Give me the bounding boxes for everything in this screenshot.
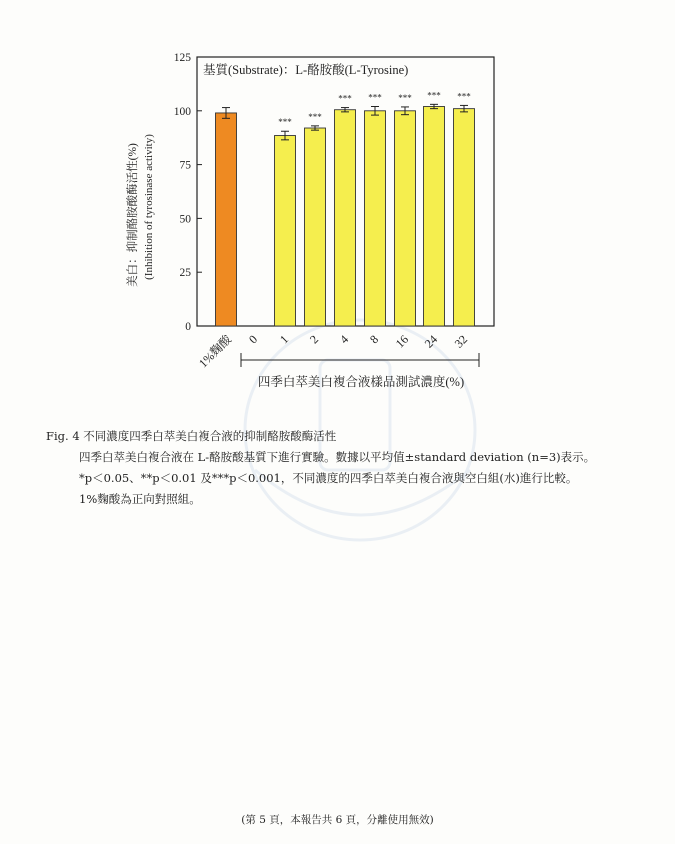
y-axis-title-zh: 美白：抑制酪胺酸酶活性(%) xyxy=(127,143,139,287)
y-axis-title-en: (Inhibition of tyrosinase activity) xyxy=(143,134,155,280)
page-footer: (第 5 頁，本報告共 6 頁，分離使用無效) xyxy=(241,814,434,826)
caption-line-2: *p＜0.05、**p＜0.01 及***p＜0.001，不同濃度的四季白萃美白複合液與空白組(水)進行比較。 xyxy=(79,471,578,485)
significance-label: *** xyxy=(338,93,352,104)
x-tick-label: 0 xyxy=(245,332,261,347)
x-tick-label: 32 xyxy=(451,332,471,351)
bar xyxy=(275,136,296,326)
bar xyxy=(395,111,416,326)
x-tick-label: 1%麴酸 xyxy=(195,332,235,371)
y-tick-label: 0 xyxy=(185,321,191,333)
significance-label: *** xyxy=(278,117,292,128)
y-tick-label: 100 xyxy=(173,105,191,118)
significance-label: *** xyxy=(308,111,322,122)
significance-label: *** xyxy=(457,91,471,102)
x-tick-label: 8 xyxy=(366,332,382,347)
significance-label: *** xyxy=(368,92,382,103)
x-axis-title: 四季白萃美白複合液樣品測試濃度(%) xyxy=(257,375,465,389)
bar xyxy=(454,109,475,326)
caption-title: Fig. 4 不同濃度四季白萃美白複合液的抑制酪胺酸酶活性 xyxy=(46,429,337,443)
x-tick-label: 1 xyxy=(276,332,292,347)
caption-line-1: 四季白萃美白複合液在 L-酪胺酸基質下進行實驗。數據以平均值±standard deviation (n=3)表示。 xyxy=(79,450,596,464)
bar xyxy=(424,106,445,326)
bar xyxy=(335,110,356,326)
chart-title: 基質(Substrate)：L-酪胺酸(L-Tyrosine) xyxy=(203,63,409,77)
y-tick-label: 50 xyxy=(179,213,191,226)
y-tick-label: 25 xyxy=(179,267,191,280)
x-tick-label: 4 xyxy=(336,332,352,347)
x-tick-label: 24 xyxy=(421,332,441,351)
x-tick-label: 16 xyxy=(392,332,412,351)
significance-label: *** xyxy=(398,92,412,103)
figure-caption xyxy=(46,426,646,510)
significance-label: *** xyxy=(427,90,441,101)
caption-line-3: 1%麴酸為正向對照組。 xyxy=(79,492,201,506)
x-tick-label: 2 xyxy=(306,332,322,347)
bar xyxy=(365,111,386,326)
y-tick-label: 75 xyxy=(179,159,191,172)
bar xyxy=(305,128,326,326)
bar xyxy=(216,113,237,326)
y-tick-label: 125 xyxy=(173,52,191,64)
